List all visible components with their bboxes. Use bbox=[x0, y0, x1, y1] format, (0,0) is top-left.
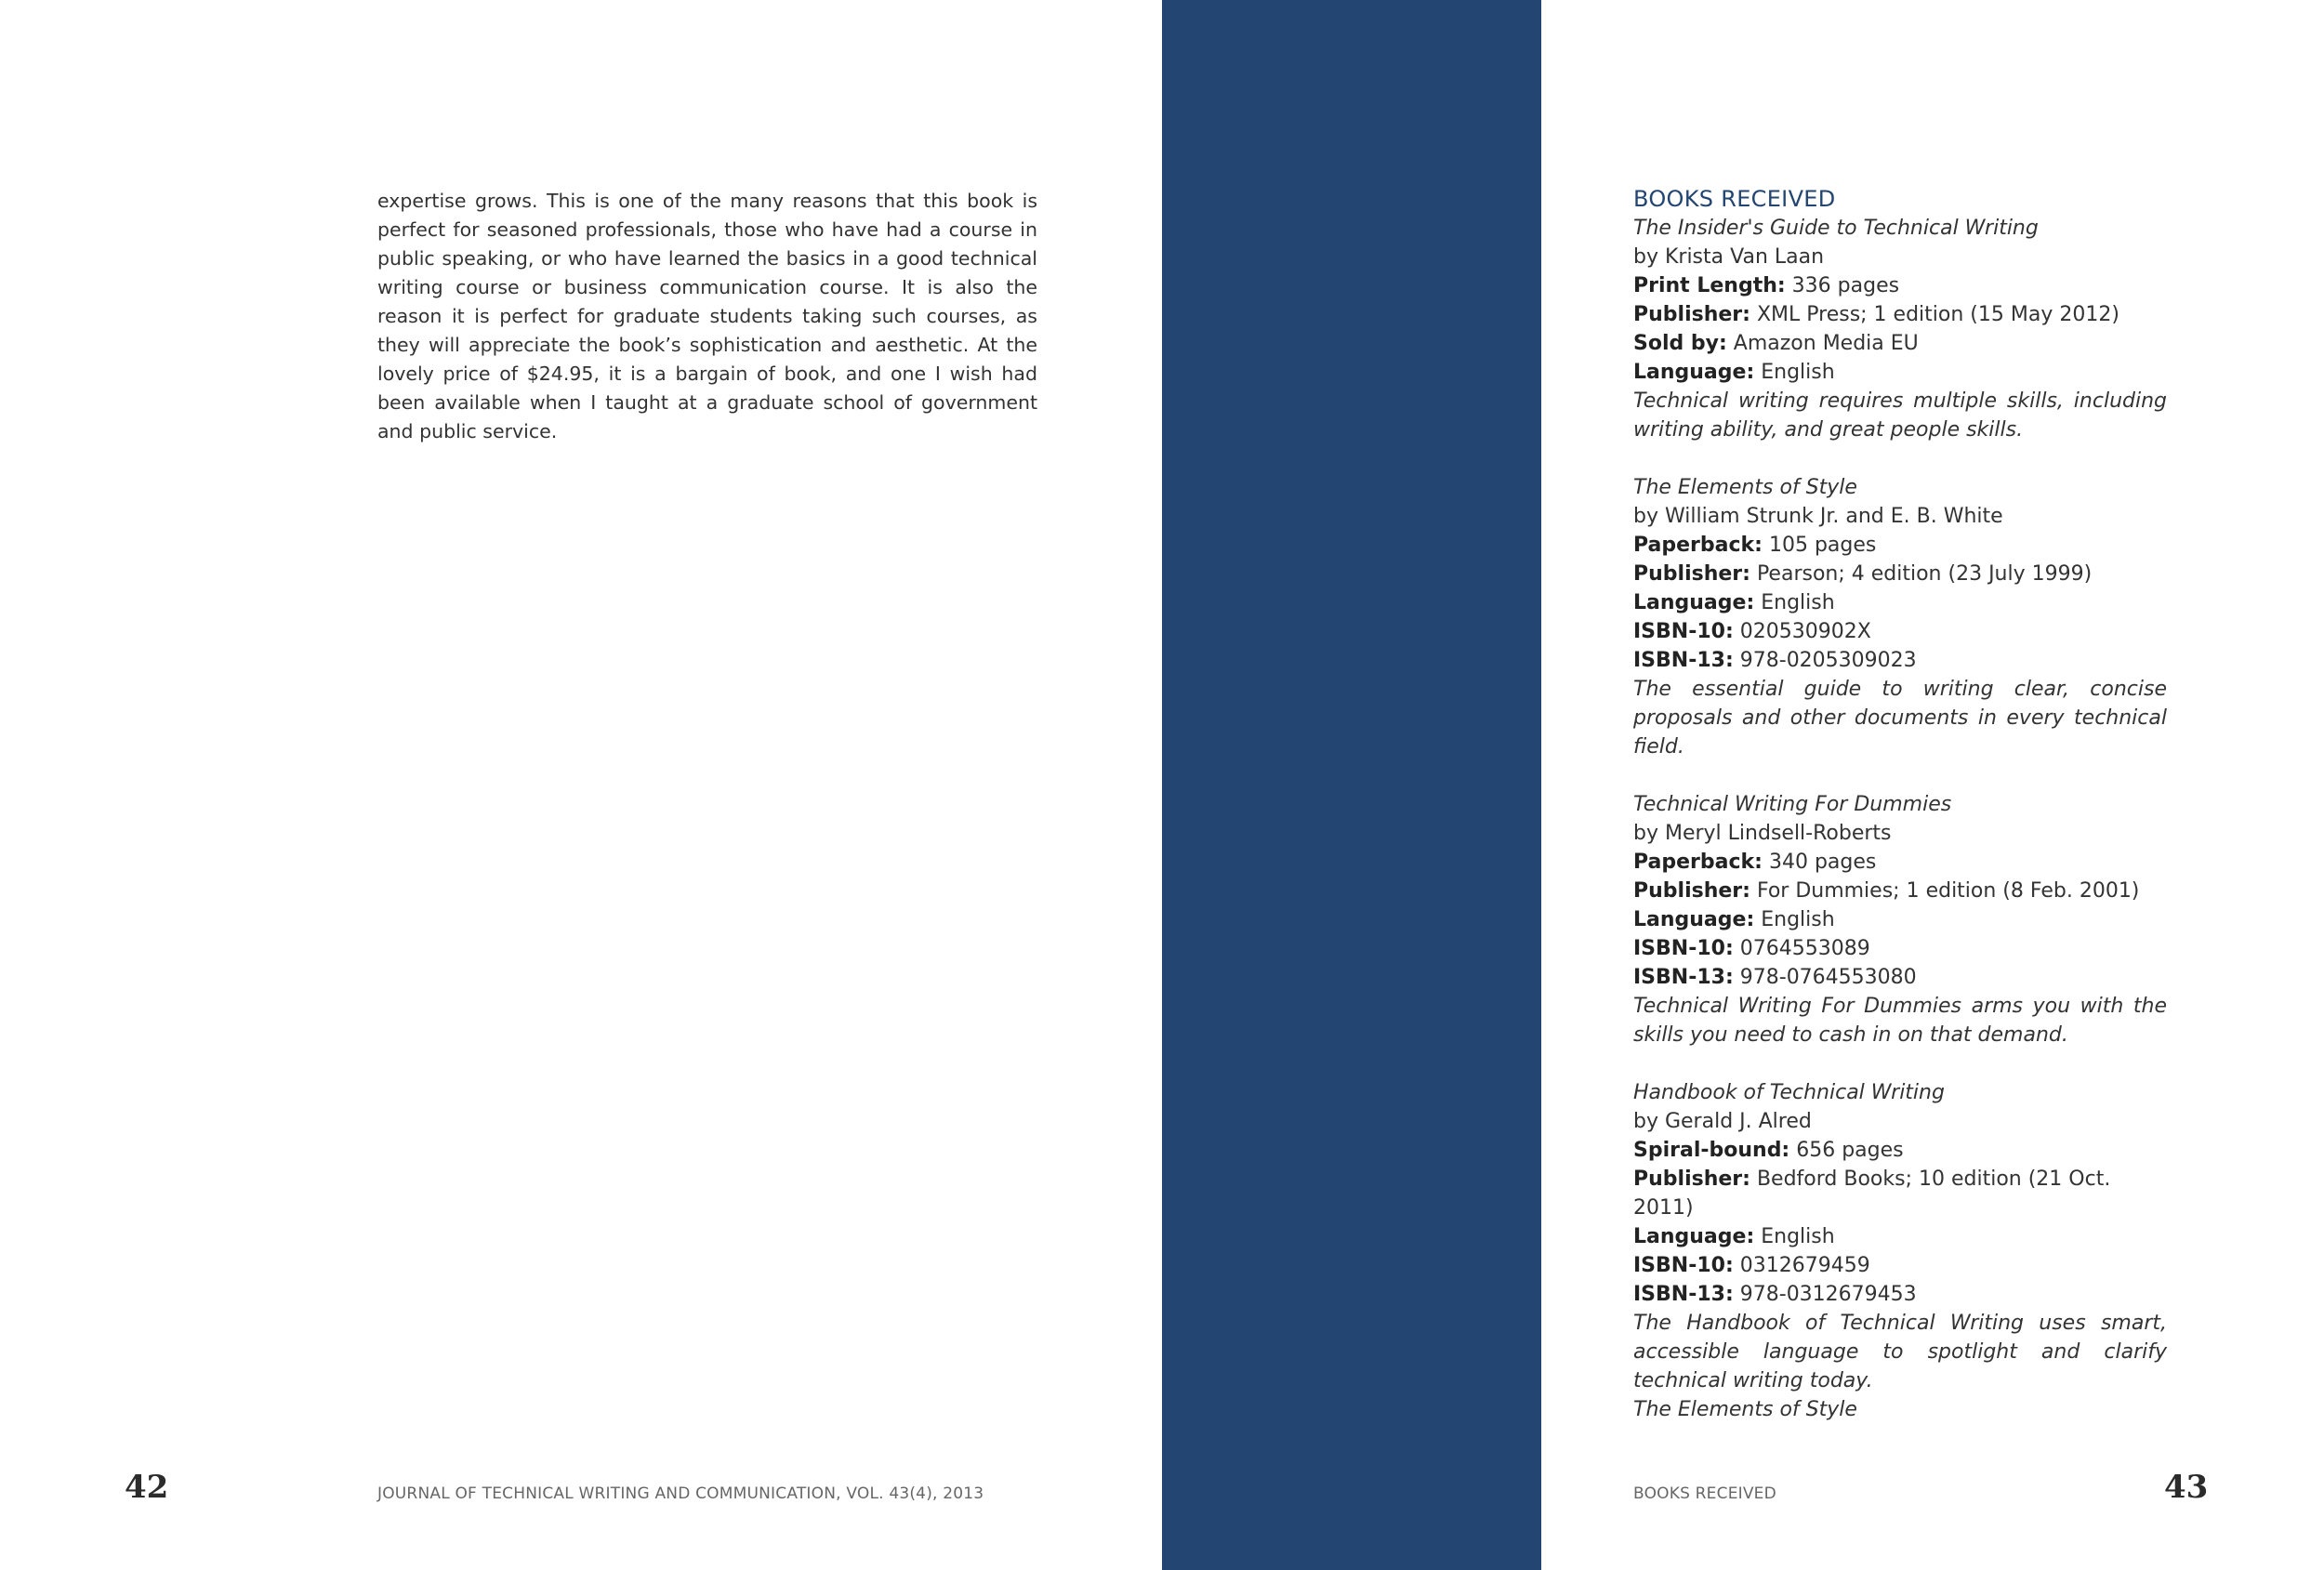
detail-label: ISBN-10: bbox=[1633, 937, 1734, 960]
detail-value: 105 pages bbox=[1762, 534, 1877, 557]
book-author: by Gerald J. Alred bbox=[1633, 1110, 1812, 1133]
book-entry bbox=[1633, 214, 2167, 444]
detail-label: Language: bbox=[1633, 591, 1755, 614]
detail-label: Publisher: bbox=[1633, 303, 1750, 326]
detail-value: Amazon Media EU bbox=[1726, 332, 1919, 355]
detail-value: English bbox=[1754, 1225, 1835, 1248]
book-trailing-title: The Elements of Style bbox=[1633, 1398, 1857, 1421]
detail-label: Print Length: bbox=[1633, 274, 1786, 297]
detail-value: 978-0312679453 bbox=[1733, 1283, 1917, 1306]
book-detail bbox=[1633, 560, 2167, 588]
detail-value: 0764553089 bbox=[1733, 937, 1870, 960]
detail-value: 978-0205309023 bbox=[1733, 649, 1917, 672]
detail-label: Sold by: bbox=[1633, 332, 1727, 355]
book-detail bbox=[1633, 588, 2167, 617]
book-detail bbox=[1633, 877, 2167, 905]
page-number-right: 43 bbox=[2164, 1469, 2209, 1506]
book-description: The Handbook of Technical Writing uses smart, accessible language to spotlight and clarify technical writing today. bbox=[1633, 1312, 2167, 1392]
book-author: by Meryl Lindsell-Roberts bbox=[1633, 822, 1892, 845]
detail-label: Publisher: bbox=[1633, 1168, 1750, 1191]
books-list bbox=[1633, 214, 2167, 1424]
detail-label: Paperback: bbox=[1633, 851, 1763, 874]
book-title: Technical Writing For Dummies bbox=[1633, 793, 1952, 816]
book-description: Technical writing requires multiple skills, including writing ability, and great people skills. bbox=[1633, 389, 2167, 442]
running-head-left: JOURNAL OF TECHNICAL WRITING AND COMMUNICATION, VOL. 43(4), 2013 bbox=[377, 1484, 984, 1503]
book-description: The essential guide to writing clear, concise proposals and other documents in every technical field. bbox=[1633, 678, 2167, 759]
detail-label: Language: bbox=[1633, 908, 1755, 931]
detail-label: ISBN-10: bbox=[1633, 620, 1734, 643]
book-detail bbox=[1633, 1222, 2167, 1251]
book-detail bbox=[1633, 531, 2167, 560]
detail-label: Language: bbox=[1633, 361, 1755, 384]
detail-value: 020530902X bbox=[1733, 620, 1871, 643]
detail-label: Paperback: bbox=[1633, 534, 1763, 557]
running-head-right: BOOKS RECEIVED bbox=[1633, 1484, 1776, 1503]
book-detail bbox=[1633, 300, 2167, 329]
detail-value: 336 pages bbox=[1785, 274, 1900, 297]
detail-label: Publisher: bbox=[1633, 879, 1750, 903]
detail-value: For Dummies; 1 edition (8 Feb. 2001) bbox=[1750, 879, 2140, 903]
book-detail bbox=[1633, 1280, 2167, 1309]
detail-value: XML Press; 1 edition (15 May 2012) bbox=[1750, 303, 2119, 326]
detail-label: ISBN-13: bbox=[1633, 1283, 1734, 1306]
book-detail bbox=[1633, 905, 2167, 934]
book-title: Handbook of Technical Writing bbox=[1633, 1081, 1945, 1104]
book-detail bbox=[1633, 963, 2167, 992]
book-detail bbox=[1633, 358, 2167, 387]
book-description: Technical Writing For Dummies arms you with the skills you need to cash in on that demand. bbox=[1633, 995, 2167, 1047]
decorative-blue-band bbox=[1162, 0, 1541, 1570]
book-detail bbox=[1633, 1251, 2167, 1280]
book-detail bbox=[1633, 329, 2167, 358]
book-detail bbox=[1633, 646, 2167, 675]
book-detail bbox=[1633, 848, 2167, 877]
detail-value: English bbox=[1754, 591, 1835, 614]
detail-label: Publisher: bbox=[1633, 562, 1750, 586]
page-number-left: 42 bbox=[125, 1469, 169, 1506]
book-author: by William Strunk Jr. and E. B. White bbox=[1633, 505, 2003, 528]
book-detail bbox=[1633, 934, 2167, 963]
book-detail bbox=[1633, 271, 2167, 300]
book-detail bbox=[1633, 1165, 2167, 1222]
detail-label: ISBN-13: bbox=[1633, 966, 1734, 989]
book-entry bbox=[1633, 473, 2167, 761]
detail-value: 978-0764553080 bbox=[1733, 966, 1917, 989]
book-author: by Krista Van Laan bbox=[1633, 245, 1825, 269]
detail-label: Spiral-bound: bbox=[1633, 1139, 1790, 1162]
books-received-section bbox=[1633, 185, 2167, 1453]
detail-label: ISBN-13: bbox=[1633, 649, 1734, 672]
book-entry bbox=[1633, 1078, 2167, 1424]
detail-value: Bedford Books; 10 edition (21 Oct. 2011) bbox=[1633, 1168, 2111, 1220]
detail-label: ISBN-10: bbox=[1633, 1254, 1734, 1277]
detail-value: English bbox=[1754, 908, 1835, 931]
detail-value: 0312679459 bbox=[1733, 1254, 1870, 1277]
detail-value: Pearson; 4 edition (23 July 1999) bbox=[1750, 562, 2093, 586]
book-entry bbox=[1633, 790, 2167, 1049]
detail-value: 656 pages bbox=[1789, 1139, 1904, 1162]
detail-value: 340 pages bbox=[1762, 851, 1877, 874]
detail-label: Language: bbox=[1633, 1225, 1755, 1248]
detail-value: English bbox=[1754, 361, 1835, 384]
body-text: expertise grows. This is one of the many reasons that this book is perfect for seasoned professionals, those who have had a course in public speaking, or who have learned the basics in a good technical writing course or business communication course. It is also the reason it is perfect for graduate students taking such courses, as they will appreciate the book’s sophistication and aesthetic. At the lovely price of $24.95, it is a bargain of book, and one I wish had been available when I taught at a graduate school of government and public service. bbox=[377, 190, 1037, 442]
book-title: The Elements of Style bbox=[1633, 476, 1857, 499]
book-title: The Insider's Guide to Technical Writing bbox=[1633, 217, 2039, 240]
section-heading: BOOKS RECEIVED bbox=[1633, 186, 1836, 212]
book-detail bbox=[1633, 617, 2167, 646]
book-detail bbox=[1633, 1136, 2167, 1165]
